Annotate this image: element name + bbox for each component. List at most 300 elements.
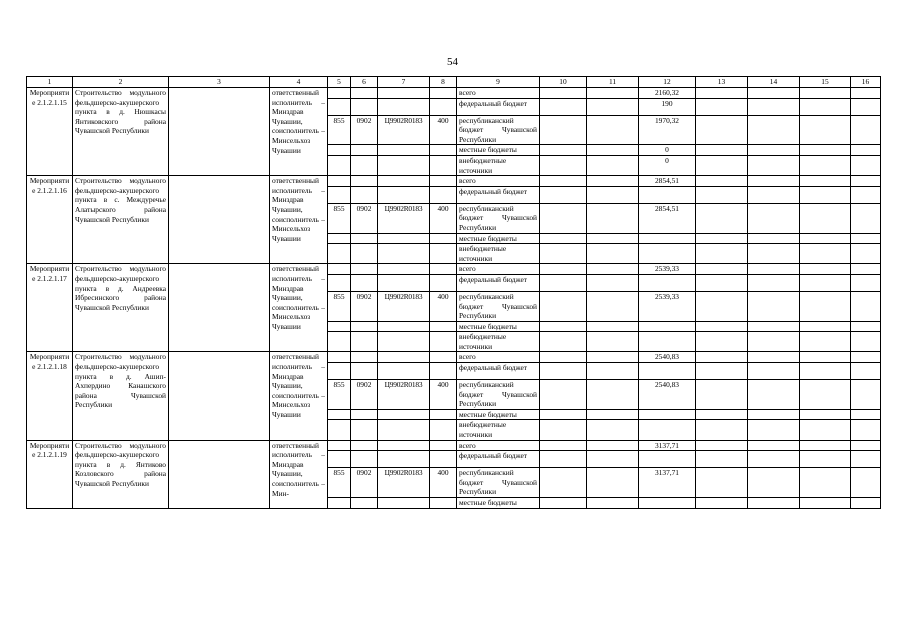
col-3-cell [169, 176, 270, 264]
code-grbs: 855 [328, 115, 351, 145]
col-number: 10 [540, 77, 587, 88]
year-cell [800, 145, 851, 156]
code-cell [430, 498, 457, 509]
year-cell [800, 98, 851, 115]
amount-cell [639, 498, 696, 509]
col-number: 4 [270, 77, 328, 88]
amount-cell: 2854,51 [639, 203, 696, 233]
year-cell [540, 363, 587, 380]
column-numbers-row [27, 77, 881, 88]
code-cell [328, 186, 351, 203]
amount-cell [639, 451, 696, 468]
code-cell [378, 363, 430, 380]
code-cell [378, 98, 430, 115]
year-cell [748, 451, 800, 468]
year-cell [587, 155, 639, 175]
funding-source: федеральный бюджет [457, 451, 540, 468]
code-expense-type: 400 [430, 380, 457, 410]
code-cell [328, 352, 351, 363]
year-cell [748, 363, 800, 380]
code-cell [351, 186, 378, 203]
code-expense-type: 400 [430, 115, 457, 145]
funding-source: республиканский бюджет Чувашской Республики [457, 115, 540, 145]
year-cell [696, 88, 748, 99]
code-target-article: Ц9902R0183 [378, 380, 430, 410]
page-number: 54 [447, 56, 458, 68]
year-cell [696, 352, 748, 363]
code-cell [328, 145, 351, 156]
year-cell [696, 498, 748, 509]
funding-source: федеральный бюджет [457, 98, 540, 115]
year-cell [851, 332, 881, 352]
amount-cell [639, 274, 696, 291]
amount-cell [639, 420, 696, 440]
code-cell [430, 186, 457, 203]
code-grbs: 855 [328, 468, 351, 498]
measure-name: Строительство модульного фельдшерско-акушерского пункта в д. Янтиково Козловского района Чувашской Республики [73, 440, 169, 508]
year-cell [851, 244, 881, 264]
year-cell [540, 409, 587, 420]
year-cell [540, 115, 587, 145]
year-cell [748, 233, 800, 244]
amount-cell: 2540,83 [639, 380, 696, 410]
year-cell [748, 409, 800, 420]
measure-name: Строительство модульного фельдшерско-акушерского пункта в с. Междуречье Алатырского района Чувашской Республики [73, 176, 169, 264]
code-cell [328, 498, 351, 509]
code-cell [430, 440, 457, 451]
year-cell [696, 321, 748, 332]
year-cell [587, 363, 639, 380]
year-cell [748, 352, 800, 363]
year-cell [851, 274, 881, 291]
code-cell [328, 176, 351, 187]
funding-source: федеральный бюджет [457, 186, 540, 203]
funding-source: местные бюджеты [457, 321, 540, 332]
col-number: 7 [378, 77, 430, 88]
code-cell [378, 352, 430, 363]
year-cell [587, 274, 639, 291]
year-cell [540, 176, 587, 187]
year-cell [851, 468, 881, 498]
year-cell [587, 233, 639, 244]
code-cell [378, 498, 430, 509]
year-cell [540, 155, 587, 175]
measure-name: Строительство модульного фельдшерско-акушерского пункта в д. Ашип-Ахпердино Канашского района Чувашской Республики [73, 352, 169, 440]
year-cell [696, 468, 748, 498]
year-cell [800, 468, 851, 498]
code-cell [430, 409, 457, 420]
amount-cell: 3137,71 [639, 440, 696, 451]
year-cell [748, 332, 800, 352]
year-cell [696, 115, 748, 145]
year-cell [587, 291, 639, 321]
responsible-executor: ответственный исполнитель – Минздрав Чувашии, соисполнитель – Минсельхоз Чувашии [270, 264, 328, 352]
code-section: 0902 [351, 291, 378, 321]
year-cell [587, 88, 639, 99]
year-cell [800, 115, 851, 145]
year-cell [800, 233, 851, 244]
amount-cell: 0 [639, 145, 696, 156]
col-number: 13 [696, 77, 748, 88]
code-cell [378, 155, 430, 175]
funding-source: всего [457, 176, 540, 187]
code-cell [430, 264, 457, 275]
year-cell [696, 155, 748, 175]
year-cell [540, 468, 587, 498]
col-3-cell [169, 264, 270, 352]
code-cell [430, 321, 457, 332]
year-cell [748, 244, 800, 264]
amount-cell: 2160,32 [639, 88, 696, 99]
year-cell [851, 380, 881, 410]
code-cell [430, 363, 457, 380]
code-cell [351, 155, 378, 175]
table-row [27, 440, 881, 451]
code-expense-type: 400 [430, 291, 457, 321]
year-cell [748, 420, 800, 440]
funding-source: местные бюджеты [457, 409, 540, 420]
year-cell [540, 233, 587, 244]
code-cell [351, 233, 378, 244]
year-cell [540, 451, 587, 468]
code-grbs: 855 [328, 203, 351, 233]
year-cell [851, 88, 881, 99]
year-cell [800, 155, 851, 175]
col-number: 9 [457, 77, 540, 88]
col-3-cell [169, 352, 270, 440]
year-cell [800, 451, 851, 468]
year-cell [851, 498, 881, 509]
measure-id: Мероприятие 2.1.2.1.16 [27, 176, 73, 264]
program-table [26, 76, 881, 509]
funding-source: внебюджетные источники [457, 420, 540, 440]
code-cell [351, 98, 378, 115]
funding-source: всего [457, 440, 540, 451]
col-number: 15 [800, 77, 851, 88]
code-cell [351, 145, 378, 156]
amount-cell [639, 363, 696, 380]
year-cell [587, 468, 639, 498]
code-cell [378, 244, 430, 264]
year-cell [800, 321, 851, 332]
year-cell [587, 440, 639, 451]
code-cell [328, 363, 351, 380]
code-cell [328, 244, 351, 264]
code-cell [328, 98, 351, 115]
year-cell [696, 98, 748, 115]
year-cell [540, 321, 587, 332]
code-section: 0902 [351, 380, 378, 410]
year-cell [851, 409, 881, 420]
amount-cell: 2539,33 [639, 264, 696, 275]
code-cell [328, 321, 351, 332]
year-cell [587, 115, 639, 145]
year-cell [540, 186, 587, 203]
code-cell [378, 233, 430, 244]
code-cell [430, 352, 457, 363]
code-cell [430, 451, 457, 468]
code-cell [328, 451, 351, 468]
responsible-executor: ответственный исполнитель – Минздрав Чувашии, соисполнитель – Минсельхоз Чувашии [270, 352, 328, 440]
year-cell [696, 380, 748, 410]
funding-source: внебюджетные источники [457, 155, 540, 175]
code-cell [378, 88, 430, 99]
year-cell [800, 352, 851, 363]
year-cell [851, 264, 881, 275]
year-cell [800, 176, 851, 187]
year-cell [540, 332, 587, 352]
year-cell [800, 274, 851, 291]
measure-name: Строительство модульного фельдшерско-акушерского пункта в д. Андреевка Ибресинского района Чувашской Республики [73, 264, 169, 352]
code-cell [378, 264, 430, 275]
funding-source: федеральный бюджет [457, 363, 540, 380]
year-cell [851, 115, 881, 145]
col-number: 14 [748, 77, 800, 88]
code-cell [351, 244, 378, 264]
code-cell [328, 440, 351, 451]
year-cell [587, 451, 639, 468]
year-cell [587, 409, 639, 420]
col-number: 12 [639, 77, 696, 88]
amount-cell [639, 233, 696, 244]
year-cell [800, 409, 851, 420]
year-cell [587, 145, 639, 156]
measure-id: Мероприятие 2.1.2.1.15 [27, 88, 73, 176]
amount-cell [639, 186, 696, 203]
code-expense-type: 400 [430, 468, 457, 498]
code-cell [378, 145, 430, 156]
col-3-cell [169, 88, 270, 176]
code-cell [328, 233, 351, 244]
code-cell [328, 409, 351, 420]
year-cell [696, 420, 748, 440]
year-cell [800, 244, 851, 264]
year-cell [587, 498, 639, 509]
amount-cell: 3137,71 [639, 468, 696, 498]
funding-source: местные бюджеты [457, 233, 540, 244]
funding-source: внебюджетные источники [457, 332, 540, 352]
responsible-executor: ответственный исполнитель – Минздрав Чувашии, соисполнитель – Мин- [270, 440, 328, 508]
code-cell [378, 440, 430, 451]
year-cell [587, 264, 639, 275]
year-cell [800, 380, 851, 410]
year-cell [587, 332, 639, 352]
code-target-article: Ц9902R0183 [378, 291, 430, 321]
amount-cell [639, 244, 696, 264]
measure-id: Мероприятие 2.1.2.1.18 [27, 352, 73, 440]
funding-source: республиканский бюджет Чувашской Республики [457, 291, 540, 321]
code-grbs: 855 [328, 291, 351, 321]
amount-cell: 0 [639, 155, 696, 175]
col-number: 8 [430, 77, 457, 88]
code-cell [378, 321, 430, 332]
funding-source: внебюджетные источники [457, 244, 540, 264]
code-section: 0902 [351, 468, 378, 498]
year-cell [587, 244, 639, 264]
amount-cell: 190 [639, 98, 696, 115]
col-number: 16 [851, 77, 881, 88]
code-cell [378, 176, 430, 187]
year-cell [800, 186, 851, 203]
year-cell [748, 88, 800, 99]
code-grbs: 855 [328, 380, 351, 410]
measure-id: Мероприятие 2.1.2.1.19 [27, 440, 73, 508]
year-cell [540, 352, 587, 363]
year-cell [540, 203, 587, 233]
year-cell [696, 332, 748, 352]
year-cell [540, 291, 587, 321]
col-3-cell [169, 440, 270, 508]
amount-cell [639, 332, 696, 352]
year-cell [851, 203, 881, 233]
year-cell [748, 155, 800, 175]
table-row [27, 88, 881, 99]
measure-name: Строительство модульного фельдшерско-акушерского пункта в д. Нюшкасы Янтиковского района Чувашской Республики [73, 88, 169, 176]
year-cell [696, 264, 748, 275]
funding-source: федеральный бюджет [457, 274, 540, 291]
code-cell [430, 420, 457, 440]
year-cell [748, 380, 800, 410]
year-cell [540, 98, 587, 115]
year-cell [587, 186, 639, 203]
year-cell [696, 274, 748, 291]
year-cell [800, 498, 851, 509]
code-cell [351, 352, 378, 363]
code-cell [328, 332, 351, 352]
year-cell [696, 186, 748, 203]
code-section: 0902 [351, 203, 378, 233]
year-cell [587, 176, 639, 187]
code-cell [351, 409, 378, 420]
year-cell [696, 176, 748, 187]
amount-cell [639, 409, 696, 420]
code-cell [351, 274, 378, 291]
year-cell [587, 98, 639, 115]
col-number: 11 [587, 77, 639, 88]
year-cell [540, 380, 587, 410]
year-cell [748, 176, 800, 187]
year-cell [851, 363, 881, 380]
year-cell [696, 440, 748, 451]
year-cell [800, 363, 851, 380]
year-cell [748, 186, 800, 203]
code-cell [351, 88, 378, 99]
year-cell [748, 440, 800, 451]
code-cell [351, 176, 378, 187]
year-cell [587, 420, 639, 440]
code-cell [430, 274, 457, 291]
year-cell [851, 155, 881, 175]
table-row [27, 352, 881, 363]
year-cell [800, 332, 851, 352]
col-number: 3 [169, 77, 270, 88]
code-cell [328, 264, 351, 275]
table-row [27, 176, 881, 187]
code-cell [430, 244, 457, 264]
year-cell [748, 264, 800, 275]
year-cell [851, 420, 881, 440]
year-cell [540, 145, 587, 156]
amount-cell: 2540,83 [639, 352, 696, 363]
code-target-article: Ц9902R0183 [378, 115, 430, 145]
year-cell [800, 291, 851, 321]
table-row [27, 264, 881, 275]
funding-source: республиканский бюджет Чувашской Республики [457, 468, 540, 498]
year-cell [696, 145, 748, 156]
code-cell [430, 332, 457, 352]
code-cell [351, 440, 378, 451]
year-cell [540, 420, 587, 440]
year-cell [851, 352, 881, 363]
year-cell [696, 203, 748, 233]
year-cell [800, 203, 851, 233]
year-cell [800, 420, 851, 440]
code-cell [328, 274, 351, 291]
year-cell [696, 244, 748, 264]
year-cell [851, 233, 881, 244]
code-cell [351, 321, 378, 332]
year-cell [540, 264, 587, 275]
year-cell [540, 274, 587, 291]
code-cell [430, 145, 457, 156]
code-cell [430, 88, 457, 99]
code-cell [378, 274, 430, 291]
year-cell [851, 145, 881, 156]
year-cell [696, 233, 748, 244]
code-cell [351, 363, 378, 380]
year-cell [851, 186, 881, 203]
code-cell [378, 409, 430, 420]
funding-source: республиканский бюджет Чувашской Республики [457, 203, 540, 233]
year-cell [696, 451, 748, 468]
year-cell [540, 498, 587, 509]
amount-cell [639, 321, 696, 332]
year-cell [540, 88, 587, 99]
code-target-article: Ц9902R0183 [378, 203, 430, 233]
year-cell [587, 321, 639, 332]
code-cell [378, 186, 430, 203]
code-cell [430, 155, 457, 175]
year-cell [748, 145, 800, 156]
code-cell [328, 88, 351, 99]
code-cell [328, 420, 351, 440]
col-number: 2 [73, 77, 169, 88]
year-cell [851, 440, 881, 451]
code-cell [351, 264, 378, 275]
measure-id: Мероприятие 2.1.2.1.17 [27, 264, 73, 352]
year-cell [748, 115, 800, 145]
year-cell [696, 291, 748, 321]
year-cell [800, 440, 851, 451]
code-expense-type: 400 [430, 203, 457, 233]
col-number: 6 [351, 77, 378, 88]
funding-source: всего [457, 264, 540, 275]
code-cell [351, 332, 378, 352]
code-cell [351, 451, 378, 468]
year-cell [587, 203, 639, 233]
funding-source: всего [457, 88, 540, 99]
year-cell [851, 321, 881, 332]
code-cell [378, 451, 430, 468]
amount-cell: 2539,33 [639, 291, 696, 321]
col-number: 1 [27, 77, 73, 88]
code-cell [378, 420, 430, 440]
responsible-executor: ответственный исполнитель – Минздрав Чувашии, соисполнитель – Минсельхоз Чувашии [270, 88, 328, 176]
year-cell [851, 291, 881, 321]
responsible-executor: ответственный исполнитель – Минздрав Чувашии, соисполнитель – Минсельхоз Чувашии [270, 176, 328, 264]
col-number: 5 [328, 77, 351, 88]
year-cell [800, 88, 851, 99]
